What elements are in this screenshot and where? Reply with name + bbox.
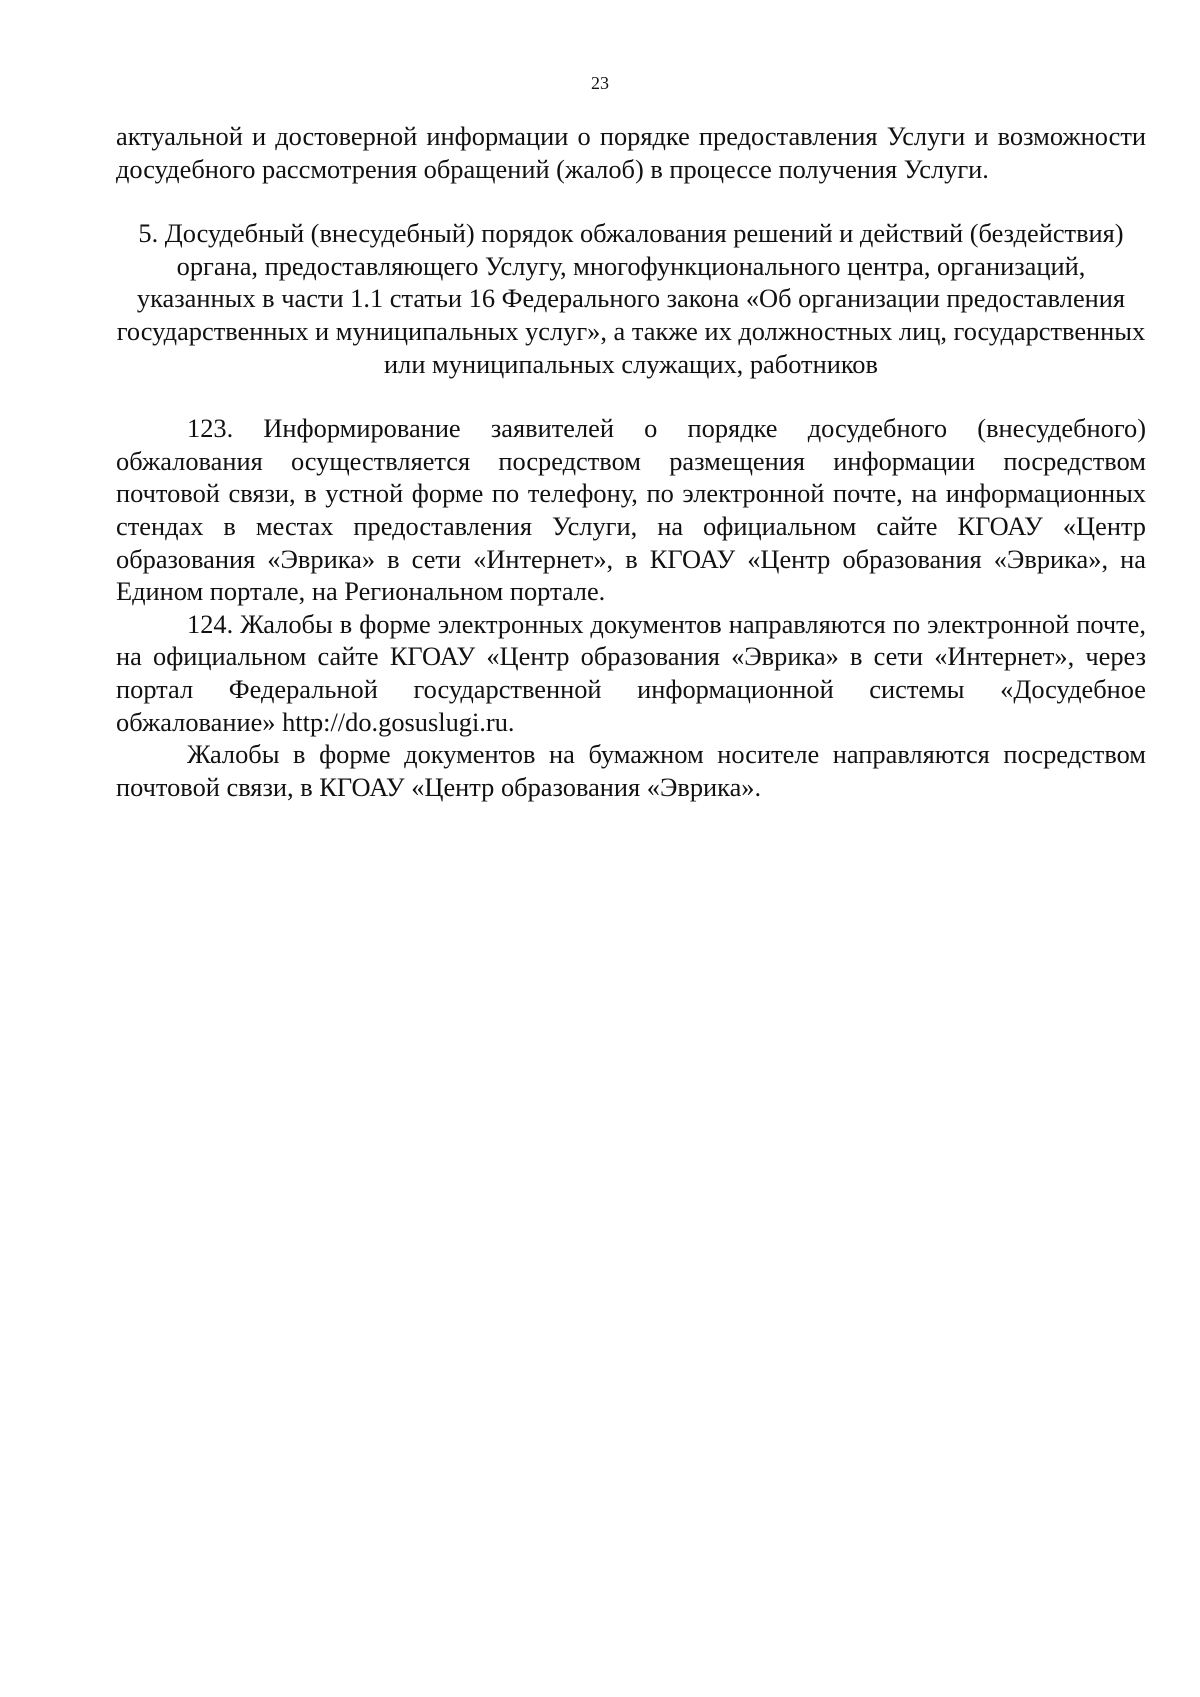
paragraph-123: 123. Информирование заявителей о порядке досудебного (внесудебного) обжалования осуществляется посредством размещения информации посредством почтовой связи, в устной форме по телефону, по электронной почте, на информационных стендах в местах предоставления Услуги, на официальном сайте КГОАУ «Центр образования «Эврика» в сети «Интернет», в КГОАУ «Центр образования «Эврика», на Едином портале, на Региональном портале.: [116, 413, 1146, 607]
section-heading: 5. Досудебный (внесудебный) порядок обжалования решений и действий (бездействия) органа, предоставляющего Услугу, многофункционального центра, организаций, указанных в части 1.1 статьи 16 Федерального закона «Об организации предоставления государственных и муниципальных услуг», а также их должностных лиц, государственных или муниципальных служащих, работников: [116, 218, 1146, 379]
paragraph-124: 124. Жалобы в форме электронных документов направляются по электронной почте, на официальном сайте КГОАУ «Центр образования «Эврика» в сети «Интернет», через портал Федеральной государственной информационной системы «Досудебное обжалование» http://do.gosuslugi.ru.: [116, 608, 1146, 737]
document-body: [116, 120, 1146, 803]
paragraph-paper-complaints: Жалобы в форме документов на бумажном носителе направляются посредством почтовой связи, в КГОАУ «Центр образования «Эврика».: [116, 739, 1146, 802]
continuation-paragraph: актуальной и достоверной информации о порядке предоставления Услуги и возможности досудебного рассмотрения обращений (жалоб) в процессе получения Услуги.: [116, 121, 1146, 184]
page-number: 23: [591, 73, 609, 93]
